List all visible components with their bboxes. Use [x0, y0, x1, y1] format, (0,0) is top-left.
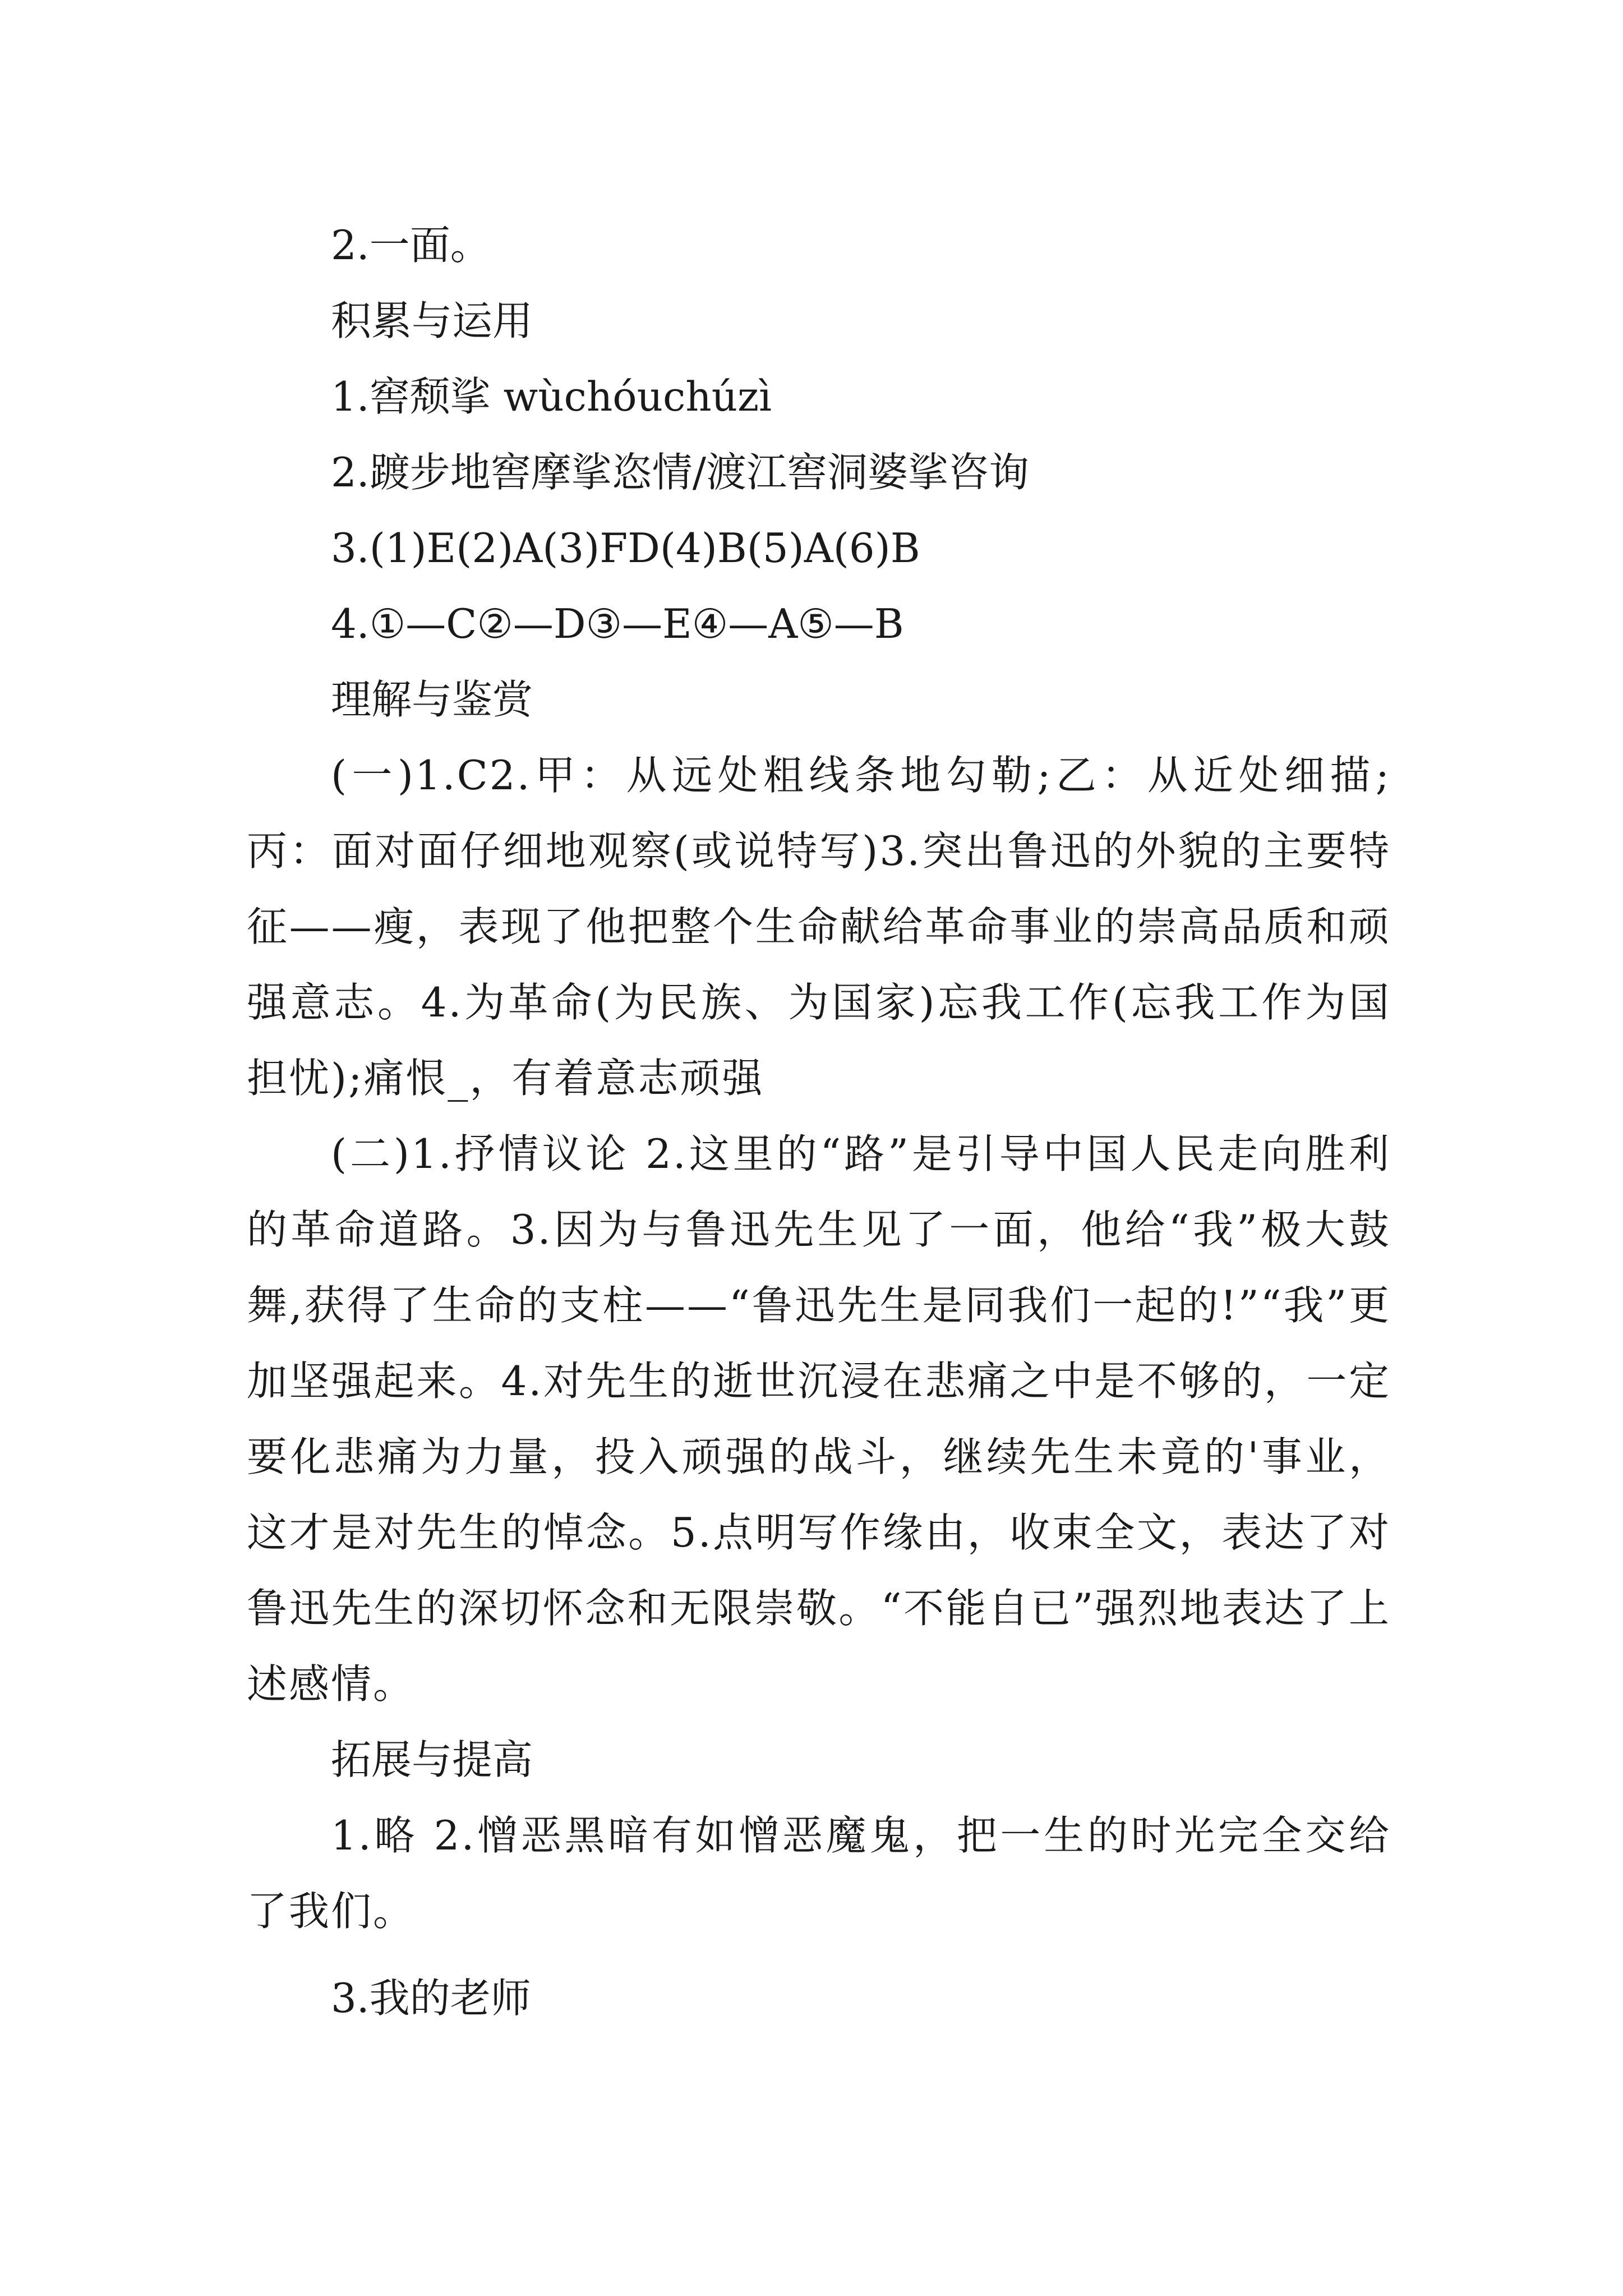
spacer — [247, 1949, 1391, 1961]
section-heading-accumulation: 积累与运用 — [331, 297, 533, 344]
document-page — [247, 208, 1391, 2036]
answer-line-last: 3.我的老师 — [331, 1975, 531, 2022]
answer-line-4: 4.①—C②—D③—E④—A⑤—B — [331, 600, 904, 647]
section-heading-understanding: 理解与鉴赏 — [331, 676, 533, 723]
paragraph-part-one: (一)1.C2.甲：从远处粗线条地勾勒;乙：从近处细描;丙：面对面仔细地观察(或说特写)3.突出鲁迅的外貌的主要特征——瘦，表现了他把整个生命献给革命事业的崇高品质和顽强意志。4.为革命(为民族、为国家)忘我工作(忘我工作为国担忧);痛恨_，有着意志顽强 — [247, 752, 1391, 1102]
paragraph-extension: 1.略 2.憎恶黑暗有如憎恶魔鬼，把一生的时光完全交给了我们。 — [247, 1812, 1391, 1935]
answer-line-2: 2.一面。 — [331, 222, 491, 269]
paragraph-part-two: (二)1.抒情议论 2.这里的“路”是引导中国人民走向胜利的革命道路。3.因为与鲁迅先生见了一面，他给“我”极大鼓舞,获得了生命的支柱——“鲁迅先生是同我们一起的!”“我”更加坚强起来。4.对先生的逝世沉浸在悲痛之中是不够的，一定要化悲痛为力量，投入顽强的战斗，继续先生未竟的'事业，这才是对先生的悼念。5.点明写作缘由，收束全文，表达了对鲁迅先生的深切怀念和无限崇敬。“不能自已”强烈地表达了上述感情。 — [247, 1130, 1391, 1708]
section-heading-extension: 拓展与提高 — [331, 1736, 533, 1783]
answer-line-1: 1.窖颓挲 wùchóuchúzì — [331, 373, 772, 420]
answer-line-2b: 2.踱步地窖摩挲恣情/渡江窖洞婆挲咨询 — [331, 449, 1029, 496]
answer-line-3: 3.(1)E(2)A(3)FD(4)B(5)A(6)B — [331, 524, 920, 572]
